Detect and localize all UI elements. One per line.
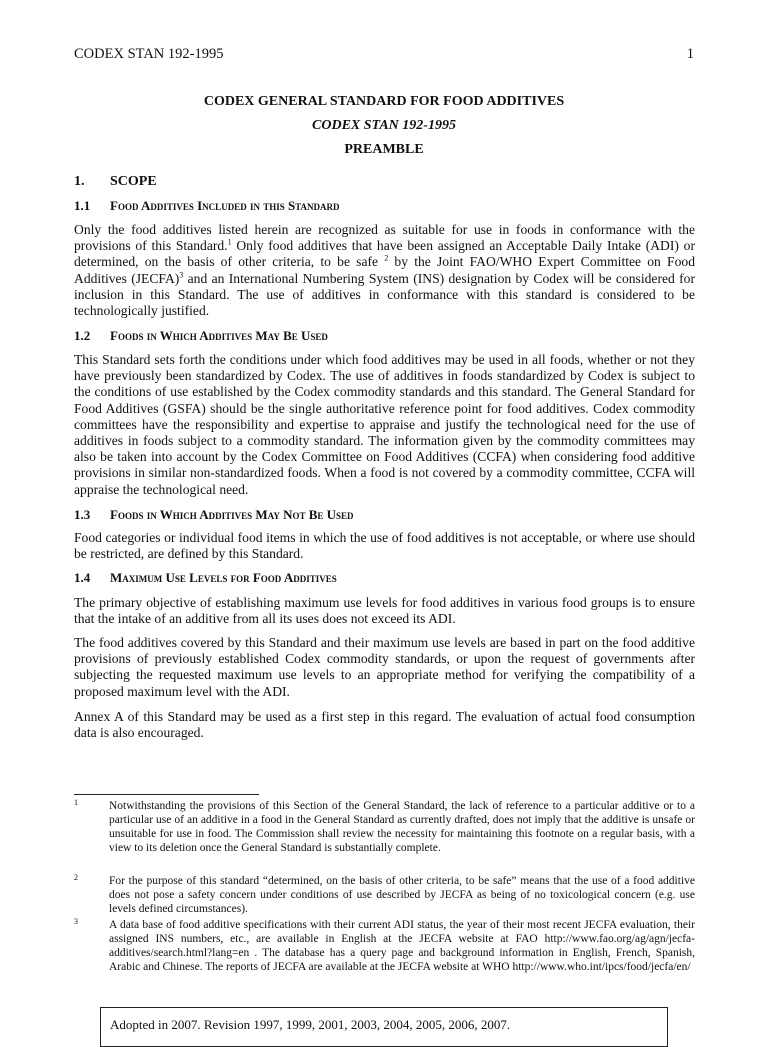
- document-title: CODEX GENERAL STANDARD FOR FOOD ADDITIVES: [203, 94, 565, 109]
- subsection-1-3-body: Food categories or individual food items in which the use of food additives is not acceptable, or where use should be restricted, are defined by this Standard.: [74, 530, 695, 562]
- footnote-2: [74, 875, 695, 917]
- subsection-1-2-heading: [74, 328, 328, 344]
- footnote-ref-1[interactable]: 1: [227, 237, 232, 247]
- footnote-1: [74, 800, 695, 856]
- subsection-number: 1.4: [74, 570, 91, 585]
- document-code: CODEX STAN 192-1995: [312, 118, 456, 133]
- adoption-text: Adopted in 2007. Revision 1997, 1999, 2001, 2003, 2004, 2005, 2006, 2007.: [110, 1017, 511, 1032]
- subsection-number: 1.1: [74, 198, 91, 213]
- subsection-1-3-heading: [74, 507, 354, 523]
- subsection-number: 1.2: [74, 328, 91, 343]
- section-number: 1.: [74, 174, 85, 189]
- subsection-1-4-paragraph-2: The food additives covered by this Standard and their maximum use levels are based in part on the food additive provisions of previously established Codex commodity standards, or upon the request of governments after subjecting the requested maximum use levels to an appropriate method for verifying the compatibility of a proposed maximum level with the ADI.: [74, 635, 695, 699]
- subsection-1-4-heading: [74, 570, 337, 586]
- subsection-1-1-heading: [74, 198, 340, 214]
- subsection-1-1-body: Only the food additives listed herein are recognized as suitable for use in foods in conformance with the provisions of this Standard.$^1$ Only food additives that have been assigned an Acceptable Daily Intake (ADI) or determined, on the basis of other criteria, to be safe $^2$ by the Joint FAO/WHO Expert Committee on Food Additives (JECFA)$^3$ and an International Numbering System (INS) designation by Codex will be considered for inclusion in this Standard. The use of additives in conformance with this standard is considered to be technologically justified.: [74, 222, 695, 319]
- subsection-1-4-paragraph-1: The primary objective of establishing maximum use levels for food additives in various food groups is to ensure that the intake of an additive from all its uses does not exceed its ADI.: [74, 595, 695, 627]
- footnote-ref-2[interactable]: 2: [384, 253, 389, 263]
- subsection-1-4-paragraph-3: Annex A of this Standard may be used as a first step in this regard. The evaluation of actual food consumption data is also encouraged.: [74, 709, 695, 741]
- footnote-3: [74, 919, 695, 975]
- subsection-title: Foods in Which Additives May Not Be Used: [110, 507, 354, 522]
- header-doc-code: CODEX STAN 192-1995: [74, 46, 224, 62]
- subsection-1-2-body: This Standard sets forth the conditions under which food additives may be used in all foods, whether or not they have previously been standardized by Codex. The use of additives in foods standardized by Codex is subject to the conditions of use established by the Codex commodity standards and this standard. The General Standard for Food Additives (GSFA) should be the single authoritative reference point for food additives. Codex commodity committees have the responsibility and expertise to appraise and justify the technological need for the use of additives in foods subject to a commodity standard. The information given by the commodity committees may also be taken into account by the Codex Committee on Food Additives (CCFA) when considering food additive provisions in similar non-standardized foods. When a food is not covered by a commodity committee, CCFA will appraise the technological need.: [74, 352, 695, 497]
- footnote-text: For the purpose of this standard “determined, on the basis of other criteria, to be safe” means that the use of a food additive does not pose a safety concern under conditions of use described by JECFA as being of no toxicological concern (e.g. use levels defined circumstances).: [109, 875, 695, 915]
- footnote-mark: 2: [74, 873, 78, 882]
- footnote-text: Notwithstanding the provisions of this Section of the General Standard, the lack of reference to a particular additive or to a particular use of an additive in a food in the General Standard as currently drafted, does not imply that the additive is unsafe or unsuitable for use in food. The Commission shall review the necessity for maintaining this footnote on a regular basis, with a view to its deletion once the General Standard is substantially complete.: [109, 800, 695, 854]
- preamble-heading: PREAMBLE: [344, 142, 424, 157]
- footnote-mark: 1: [74, 798, 78, 807]
- footnote-text: A data base of food additive specifications with their current ADI status, the year of their most recent JECFA evaluation, their assigned INS numbers, etc., are available in English at the JECFA website at FAO http://www.fao.org/ag/agn/jecfa-additives/search.html?lang=en . The database has a query page and background information in English, French, Spanish, Arabic and Chinese. The reports of JECFA are available at the JECFA website at WHO http://www.who.int/ipcs/food/jecfa/en/: [109, 919, 695, 973]
- footnote-mark: 3: [74, 917, 78, 926]
- subsection-title: Foods in Which Additives May Be Used: [110, 328, 328, 343]
- section-label: SCOPE: [110, 174, 157, 189]
- section-1-heading: [74, 174, 157, 190]
- subsection-title: Maximum Use Levels for Food Additives: [110, 570, 337, 585]
- subsection-title: Food Additives Included in this Standard: [110, 198, 340, 213]
- footnote-separator: [74, 794, 259, 795]
- footnote-ref-3[interactable]: 3: [179, 270, 184, 280]
- subsection-number: 1.3: [74, 507, 91, 522]
- header-page-number: 1: [686, 46, 694, 62]
- adoption-box: [100, 1007, 668, 1047]
